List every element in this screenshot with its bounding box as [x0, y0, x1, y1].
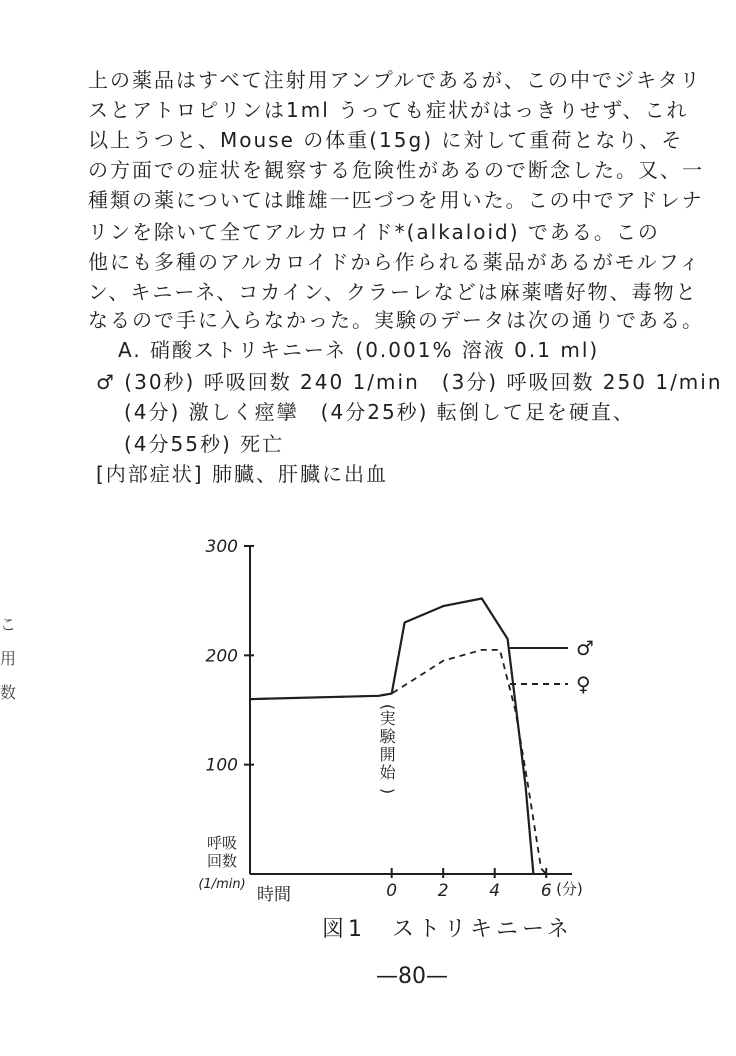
x-axis-label: 時間 — [257, 885, 291, 905]
text-line-7: 他にも多種のアルカロイドから作られる薬品があるがモルフィ — [88, 250, 701, 274]
legend-label: ♂ — [576, 636, 594, 660]
text-line-5: 種類の薬については雌雄一匹づつを用いた。この中でアドレナ — [88, 188, 704, 212]
chart-marks — [250, 599, 568, 875]
y-tick-label: 200 — [205, 646, 238, 667]
text-line-2: スとアトロピリンは1ml うっても症状がはっきりせず、これ — [88, 98, 689, 122]
legend-label: ♀ — [576, 672, 591, 696]
text-line-6: リンを除いて全てアルカロイド*(alkaloid) である。この — [88, 220, 660, 244]
x-tick-label: 6 — [540, 881, 552, 901]
series-line-female — [250, 650, 546, 874]
annotation-char: 験 — [379, 727, 396, 746]
experiment-heading: A. 硝酸ストリキニーネ (0.001% 溶液 0.1 ml) — [118, 338, 600, 362]
margin-char-3: 数 — [0, 683, 17, 702]
text-line-9: なるので手に入らなかった。実験のデータは次の通りである。 — [88, 308, 704, 332]
margin-char-1: こ — [0, 615, 17, 634]
text-line-4: の方面での症状を観察する危険性があるので断念した。又、一 — [88, 158, 704, 182]
margin-char-2: 用 — [0, 649, 17, 668]
chart-axes — [244, 546, 572, 878]
text-line-3: 以上うつと、Mouse の体重(15g) に対して重荷となり、そ — [88, 128, 684, 152]
observation-2: (4分) 激しく痙攣 (4分25秒) 転倒して足を硬直、 — [124, 400, 635, 424]
annotation-char: 実 — [379, 709, 396, 728]
page-number: —80— — [376, 964, 448, 989]
observation-1: ♂ (30秒) 呼吸回数 240 1/min (3分) 呼吸回数 250 1/min — [96, 370, 723, 394]
internal-symptoms: [内部症状] 肺臓、肝臓に出血 — [96, 462, 388, 486]
y-axis-label-line1: 呼吸 — [206, 834, 238, 852]
figure-caption: 図1 ストリキニーネ — [322, 917, 573, 942]
annotation-char: 開 — [379, 745, 396, 764]
text-line-8: ン、キニーネ、コカイン、クラーレなどは麻薬嗜好物、毒物と — [88, 280, 698, 304]
observation-3: (4分55秒) 死亡 — [124, 432, 285, 456]
text-line-1: 上の薬品はすべて注射用アンプルであるが、この中でジキタリ — [88, 68, 702, 92]
y-tick-label: 100 — [205, 755, 238, 776]
annotation-char: 始 — [379, 763, 396, 782]
x-unit-label: (分) — [556, 880, 583, 898]
chart-labels — [198, 537, 594, 905]
x-tick-label: 0 — [386, 881, 398, 901]
annotation-char: ( — [378, 703, 398, 711]
x-tick-label: 2 — [437, 881, 449, 901]
y-tick-label: 300 — [205, 537, 238, 557]
x-tick-label: 4 — [489, 881, 501, 901]
annotation-char: ) — [378, 787, 398, 795]
y-axis-label-line2: 回数 — [206, 852, 238, 870]
y-axis-unit-label: (1/min) — [198, 877, 246, 892]
